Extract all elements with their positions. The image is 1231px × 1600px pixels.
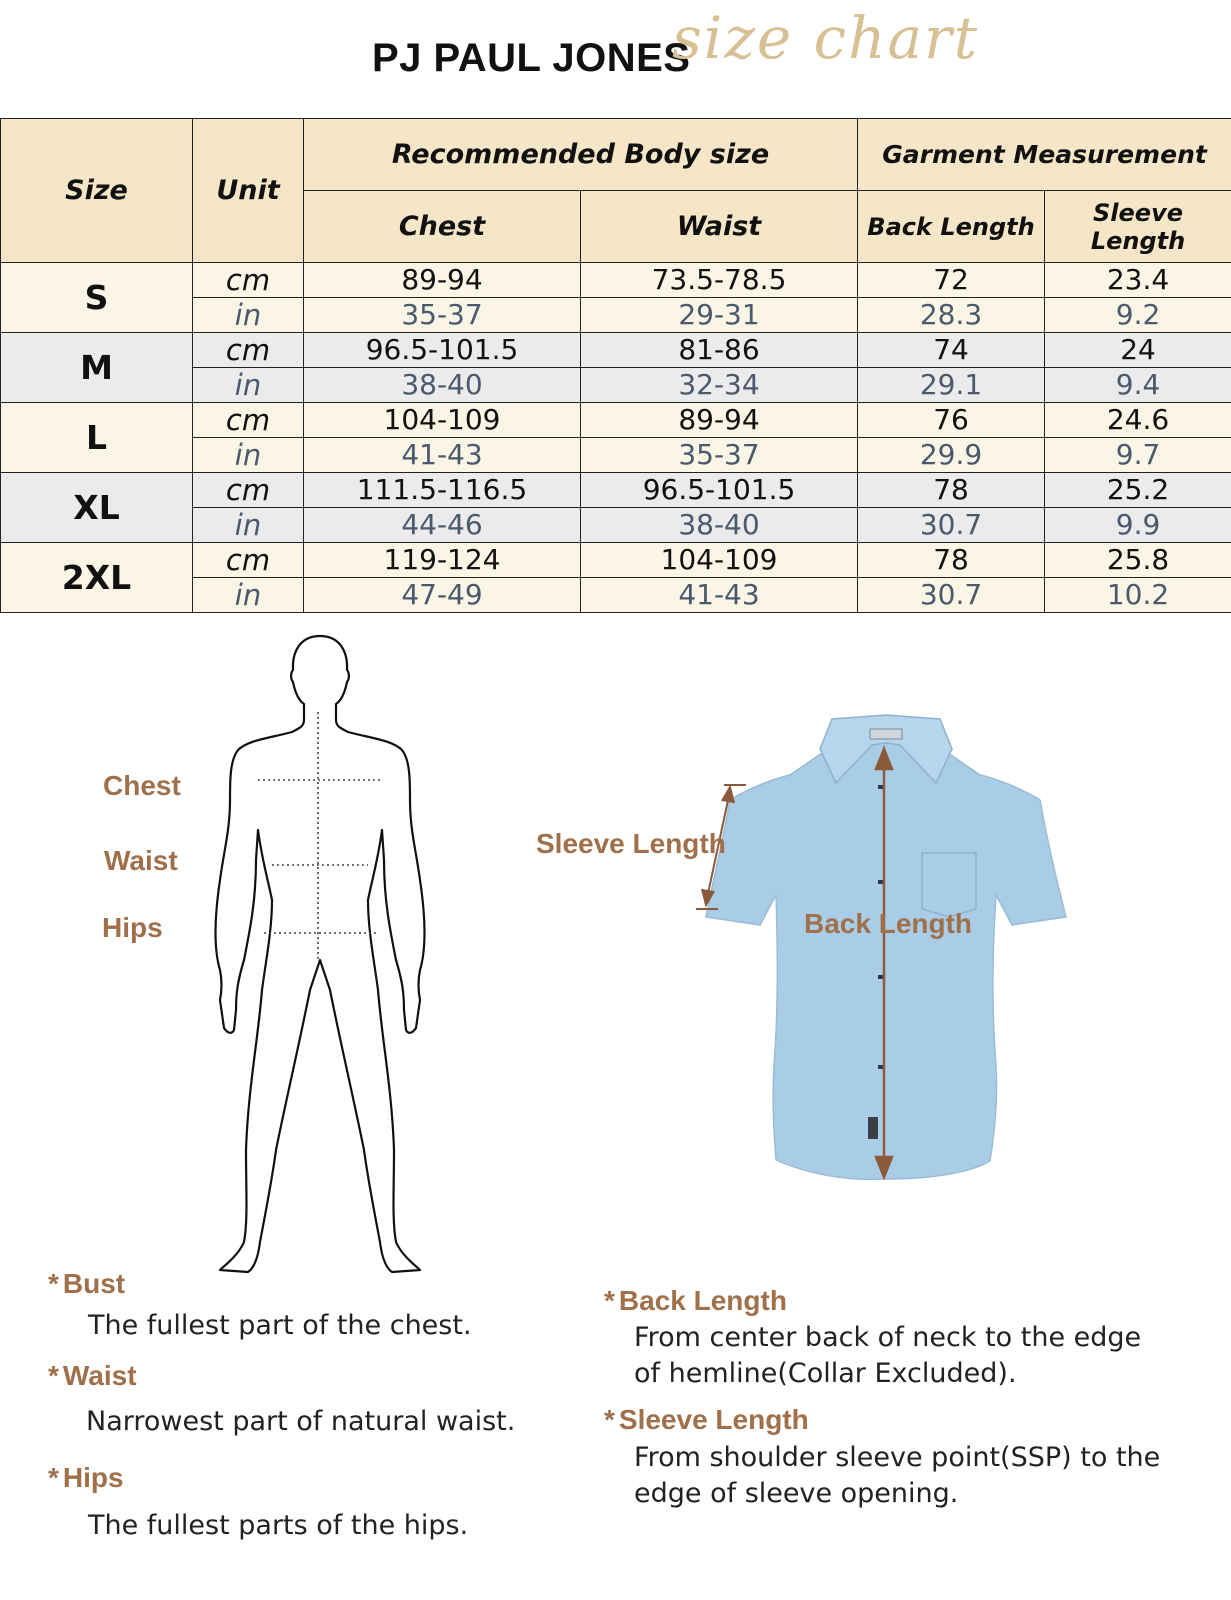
header [0, 0, 1231, 118]
header-back-length: Back Length [858, 191, 1045, 263]
def-sleeve-length-text: From shoulder sleeve point(SSP) to the edge of sleeve opening. [634, 1442, 1161, 1509]
def-hips-title: * Hips [48, 1462, 124, 1493]
size-table [0, 118, 1231, 613]
back-length-cell: 29.1 [858, 368, 1045, 403]
sleeve-length-cell: 9.7 [1045, 438, 1231, 473]
def-waist-title: * Waist [48, 1360, 137, 1391]
shirt-sleeve-length-label: Sleeve Length [536, 828, 726, 859]
back-length-cell: 76 [858, 403, 1045, 438]
back-length-cell: 30.7 [858, 578, 1045, 613]
shirt-back-length-label: Back Length [804, 908, 973, 939]
waist-cell: 38-40 [581, 508, 858, 543]
unit-cell: cm [193, 333, 304, 368]
asterisk-icon: * [604, 1285, 615, 1316]
def-bust-text: The fullest part of the chest. [88, 1310, 472, 1341]
size-cell: L [1, 403, 193, 473]
asterisk-icon: * [48, 1360, 59, 1391]
def-bust-title: * Bust [48, 1268, 126, 1299]
waist-cell: 104-109 [581, 543, 858, 578]
chest-cell: 41-43 [304, 438, 581, 473]
back-length-cell: 78 [858, 543, 1045, 578]
table-row [1, 263, 1231, 298]
chest-cell: 89-94 [304, 263, 581, 298]
asterisk-icon: * [48, 1462, 59, 1493]
body-hips-label: Hips [102, 912, 163, 943]
unit-cell: in [193, 438, 304, 473]
size-cell: S [1, 263, 193, 333]
chest-cell: 38-40 [304, 368, 581, 403]
waist-cell: 89-94 [581, 403, 858, 438]
unit-cell: in [193, 368, 304, 403]
brand-name: PJ PAUL JONES [372, 36, 691, 80]
waist-cell: 29-31 [581, 298, 858, 333]
waist-cell: 81-86 [581, 333, 858, 368]
body-chest-label: Chest [103, 770, 181, 801]
back-length-cell: 30.7 [858, 508, 1045, 543]
back-length-cell: 74 [858, 333, 1045, 368]
unit-cell: in [193, 578, 304, 613]
unit-cell: cm [193, 473, 304, 508]
sleeve-length-cell: 24.6 [1045, 403, 1231, 438]
header-sleeve-length: Sleeve Length [1045, 191, 1231, 263]
sleeve-length-cell: 23.4 [1045, 263, 1231, 298]
chest-cell: 44-46 [304, 508, 581, 543]
sleeve-length-cell: 9.4 [1045, 368, 1231, 403]
header-waist: Waist [581, 191, 858, 263]
unit-cell: cm [193, 543, 304, 578]
waist-cell: 35-37 [581, 438, 858, 473]
waist-cell: 32-34 [581, 368, 858, 403]
back-length-cell: 78 [858, 473, 1045, 508]
size-cell: 2XL [1, 543, 193, 613]
sleeve-length-cell: 9.9 [1045, 508, 1231, 543]
table-row [1, 473, 1231, 508]
size-cell: XL [1, 473, 193, 543]
size-chart-script-title: size chart [672, 4, 980, 72]
chest-cell: 104-109 [304, 403, 581, 438]
chest-cell: 35-37 [304, 298, 581, 333]
waist-cell: 73.5-78.5 [581, 263, 858, 298]
unit-cell: cm [193, 403, 304, 438]
unit-cell: in [193, 298, 304, 333]
header-chest: Chest [304, 191, 581, 263]
size-cell: M [1, 333, 193, 403]
back-length-cell: 29.9 [858, 438, 1045, 473]
chest-cell: 119-124 [304, 543, 581, 578]
sleeve-length-cell: 25.2 [1045, 473, 1231, 508]
waist-cell: 41-43 [581, 578, 858, 613]
header-garment: Garment Measurement [858, 119, 1231, 191]
waist-cell: 96.5-101.5 [581, 473, 858, 508]
back-length-cell: 72 [858, 263, 1045, 298]
def-hips-text: The fullest parts of the hips. [88, 1510, 469, 1541]
chest-cell: 96.5-101.5 [304, 333, 581, 368]
def-back-length-text: From center back of neck to the edge of hemline(Collar Excluded). [634, 1322, 1142, 1389]
table-row [1, 333, 1231, 368]
body-waist-label: Waist [104, 845, 178, 876]
def-back-length-title: * Back Length [604, 1285, 787, 1316]
body-outline-illustration [200, 630, 440, 1290]
header-unit: Unit [193, 119, 304, 263]
shirt-illustration [690, 705, 1090, 1195]
sleeve-length-cell: 10.2 [1045, 578, 1231, 613]
asterisk-icon: * [48, 1268, 59, 1299]
asterisk-icon: * [604, 1404, 615, 1435]
back-length-cell: 28.3 [858, 298, 1045, 333]
table-row [1, 403, 1231, 438]
sleeve-length-cell: 24 [1045, 333, 1231, 368]
chest-cell: 111.5-116.5 [304, 473, 581, 508]
sleeve-length-cell: 9.2 [1045, 298, 1231, 333]
chest-cell: 47-49 [304, 578, 581, 613]
header-size: Size [1, 119, 193, 263]
header-recommended: Recommended Body size [304, 119, 858, 191]
sleeve-length-cell: 25.8 [1045, 543, 1231, 578]
def-sleeve-length-title: * Sleeve Length [604, 1404, 809, 1435]
table-row [1, 543, 1231, 578]
unit-cell: in [193, 508, 304, 543]
def-waist-text: Narrowest part of natural waist. [86, 1406, 516, 1437]
unit-cell: cm [193, 263, 304, 298]
